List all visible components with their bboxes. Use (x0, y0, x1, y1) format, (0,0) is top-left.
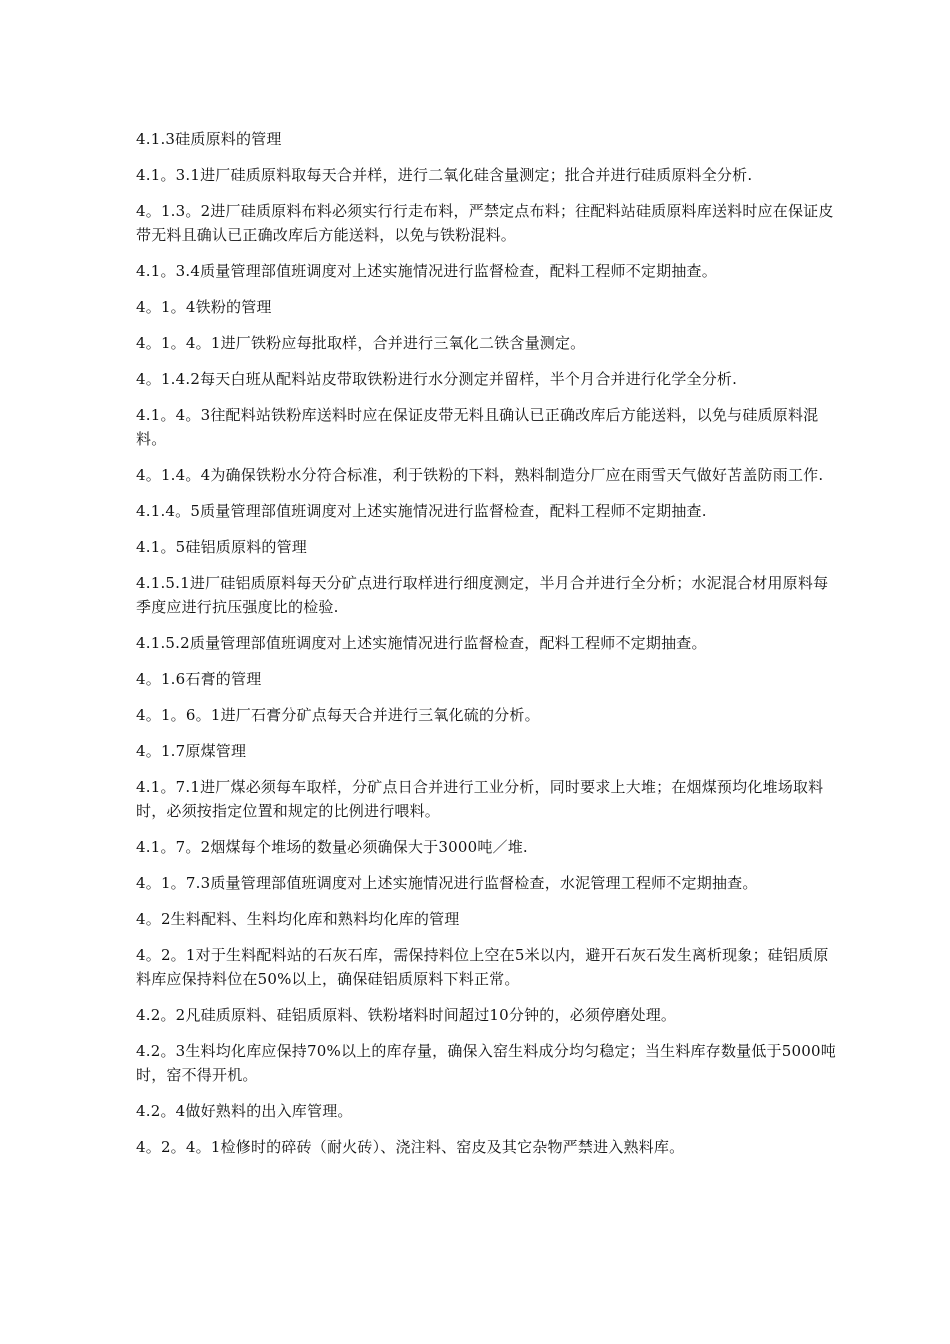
paragraph: 4.1.4。5质量管理部值班调度对上述实施情况进行监督检查，配料工程师不定期抽查. (136, 502, 707, 520)
paragraph: 4。1。4。1进厂铁粉应每批取样，合并进行三氧化二铁含量测定。 (136, 334, 586, 352)
paragraph: 4。2。1对于生料配料站的石灰石库，需保持料位上空在5米以内，避开石灰石发生离析现象；硅铝质原料库应保持料位在50%以上，确保硅铝质原料下料正常。 (136, 946, 829, 988)
paragraph: 4。1.4。4为确保铁粉水分符合标准，利于铁粉的下料，熟料制造分厂应在雨雪天气做好苫盖防雨工作. (136, 466, 824, 484)
paragraph: 4。2生料配料、生料均化库和熟料均化库的管理 (136, 910, 460, 928)
paragraph: 4.1.3硅质原料的管理 (136, 130, 282, 148)
paragraph: 4。1.4.2每天白班从配料站皮带取铁粉进行水分测定并留样，半个月合并进行化学全分析. (136, 370, 738, 388)
paragraph: 4.1。4。3往配料站铁粉库送料时应在保证皮带无料且确认已正确改库后方能送料，以免与硅质原料混料。 (136, 406, 819, 448)
paragraph: 4。2。4。1检修时的碎砖（耐火砖）、浇注料、窑皮及其它杂物严禁进入熟料库。 (136, 1138, 685, 1156)
paragraph: 4。1。6。1进厂石膏分矿点每天合并进行三氧化硫的分析。 (136, 706, 540, 724)
paragraph: 4。1。4铁粉的管理 (136, 298, 272, 316)
paragraph: 4.1。3.1进厂硅质原料取每天合并样，进行二氧化硅含量测定；批合并进行硅质原料全分析. (136, 166, 753, 184)
document-body (136, 127, 842, 1171)
paragraph: 4.2。4做好熟料的出入库管理。 (136, 1102, 353, 1120)
paragraph: 4。1.7原煤管理 (136, 742, 247, 760)
paragraph: 4.1。3.4质量管理部值班调度对上述实施情况进行监督检查，配料工程师不定期抽查。 (136, 262, 717, 280)
paragraph: 4。1。7.3质量管理部值班调度对上述实施情况进行监督检查，水泥管理工程师不定期抽查。 (136, 874, 758, 892)
paragraph: 4。1.6石膏的管理 (136, 670, 262, 688)
paragraph: 4.1.5.1进厂硅铝质原料每天分矿点进行取样进行细度测定，半月合并进行全分析；水泥混合材用原料每季度应进行抗压强度比的检验. (136, 574, 829, 616)
paragraph: 4.1.5.2质量管理部值班调度对上述实施情况进行监督检查，配料工程师不定期抽查。 (136, 634, 707, 652)
paragraph: 4.2。2凡硅质原料、硅铝质原料、铁粉堵料时间超过10分钟的，必须停磨处理。 (136, 1006, 677, 1024)
paragraph: 4.1。7。2烟煤每个堆场的数量必须确保大于3000吨／堆. (136, 838, 528, 856)
paragraph: 4。1.3。2进厂硅质原料布料必须实行行走布料，严禁定点布料；往配料站硅质原料库送料时应在保证皮带无料且确认已正确改库后方能送料，以免与铁粉混料。 (136, 202, 834, 244)
paragraph: 4.2。3生料均化库应保持70%以上的库存量，确保入窑生料成分均匀稳定；当生料库存数量低于5000吨时，窑不得开机。 (136, 1042, 836, 1084)
paragraph: 4.1。7.1进厂煤必须每车取样，分矿点日合并进行工业分析，同时要求上大堆；在烟煤预均化堆场取料时，必须按指定位置和规定的比例进行喂料。 (136, 778, 824, 820)
paragraph: 4.1。5硅铝质原料的管理 (136, 538, 307, 556)
